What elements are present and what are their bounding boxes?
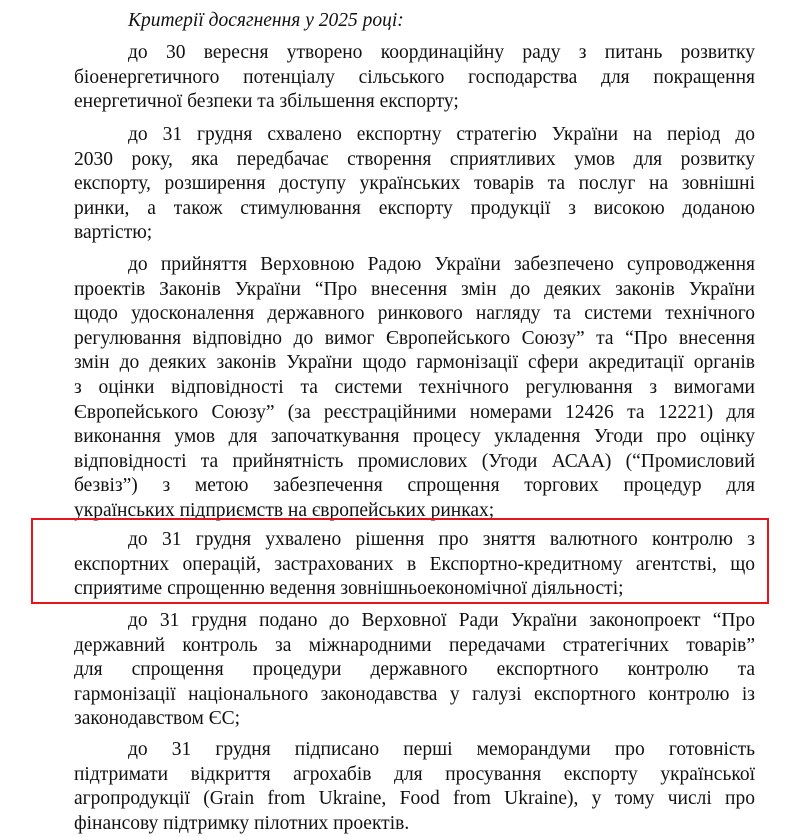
- text-line: до 31 грудня схвалено експортну стратегію України на період до: [128, 124, 755, 145]
- text-line: безвіз”) з метою забезпечення спрощення торгових процедур для: [74, 475, 755, 497]
- text-line: сприятиме спрощенню ведення зовнішньоекономічної діяльності;: [74, 578, 624, 600]
- text-line: регулювання відповідно до вимог Європейського Союзу” та “Про внесення: [74, 327, 755, 349]
- text-line: до 31 грудня ухвалено рішення про зняття валютного контролю з: [128, 529, 755, 550]
- section-heading: Критерії досягнення у 2025 році:: [128, 10, 404, 31]
- text-line: біоенергетичного потенціалу сільського господарства для покращення: [74, 66, 755, 88]
- highlight-box: [31, 518, 769, 604]
- text-line: вартістю;: [74, 222, 153, 244]
- text-line: для спрощення процедури державного експортного контролю та: [74, 659, 755, 681]
- text-line: енергетичної безпеки та збільшення експорту;: [74, 91, 459, 113]
- text-line: щодо удосконалення державного ринкового нагляду та системи технічного: [74, 303, 755, 325]
- text-line: українських підприємств на європейських ринках;: [74, 499, 495, 521]
- text-line: експорту, розширення доступу українських товарів та послуг на зовнішні: [74, 173, 755, 195]
- text-line: 2030 року, яка передбачає створення сприятливих умов для розвитку: [74, 148, 755, 170]
- paragraph-strategic-goods-bill: [74, 609, 755, 732]
- text-line: виконання умов для започаткування процесу укладення Угоди про оцінку: [74, 426, 755, 448]
- paragraph-law-projects: [74, 253, 755, 524]
- text-line: до 31 грудня підписано перші меморандуми про готовність: [128, 739, 755, 760]
- text-line: експортних операцій, застрахованих в Експортно-кредитному агентстві, що: [74, 553, 755, 575]
- text-line: гармонізації національного законодавства у галузі експортного контролю із: [74, 683, 755, 705]
- text-line: до прийняття Верховною Радою України забезпечено супроводження: [128, 254, 755, 275]
- text-line: змін до деяких законів України щодо гармонізації сфери акредитації органів: [74, 352, 755, 374]
- text-line: проектів Законів України “Про внесення змін до деяких законів України: [74, 278, 755, 300]
- text-line: з оцінки відповідності та системи технічного регулювання з вимогами: [74, 376, 755, 398]
- text-line: фінансову підтримку пілотних проектів.: [74, 812, 410, 834]
- text-line: ринки, а також стимулювання експорту продукції з високою доданою: [74, 197, 755, 219]
- paragraph-agrohubs-memoranda: [74, 738, 755, 836]
- text-line: до 30 вересня утворено координаційну раду з питань розвитку: [128, 42, 755, 63]
- text-line: Європейського Союзу” (за реєстраційними номерами 12426 та 12221) для: [74, 401, 755, 423]
- paragraph-export-strategy: [74, 123, 755, 246]
- text-line: до 31 грудня подано до Верховної Ради України законопроект “Про: [128, 610, 755, 631]
- text-line: підтримати відкриття агрохабів для просування експорту української: [74, 763, 755, 785]
- text-line: відповідності та прийнятність промислових (Угоди АСАА) (“Промисловий: [74, 450, 755, 472]
- paragraph-coordination-council: [74, 41, 755, 115]
- text-line: державний контроль за міжнародними передачами стратегічних товарів”: [74, 634, 755, 656]
- text-line: законодавством ЄС;: [74, 708, 241, 730]
- text-line: агропродукції (Grain from Ukraine, Food from Ukraine), у тому числі про: [74, 788, 755, 810]
